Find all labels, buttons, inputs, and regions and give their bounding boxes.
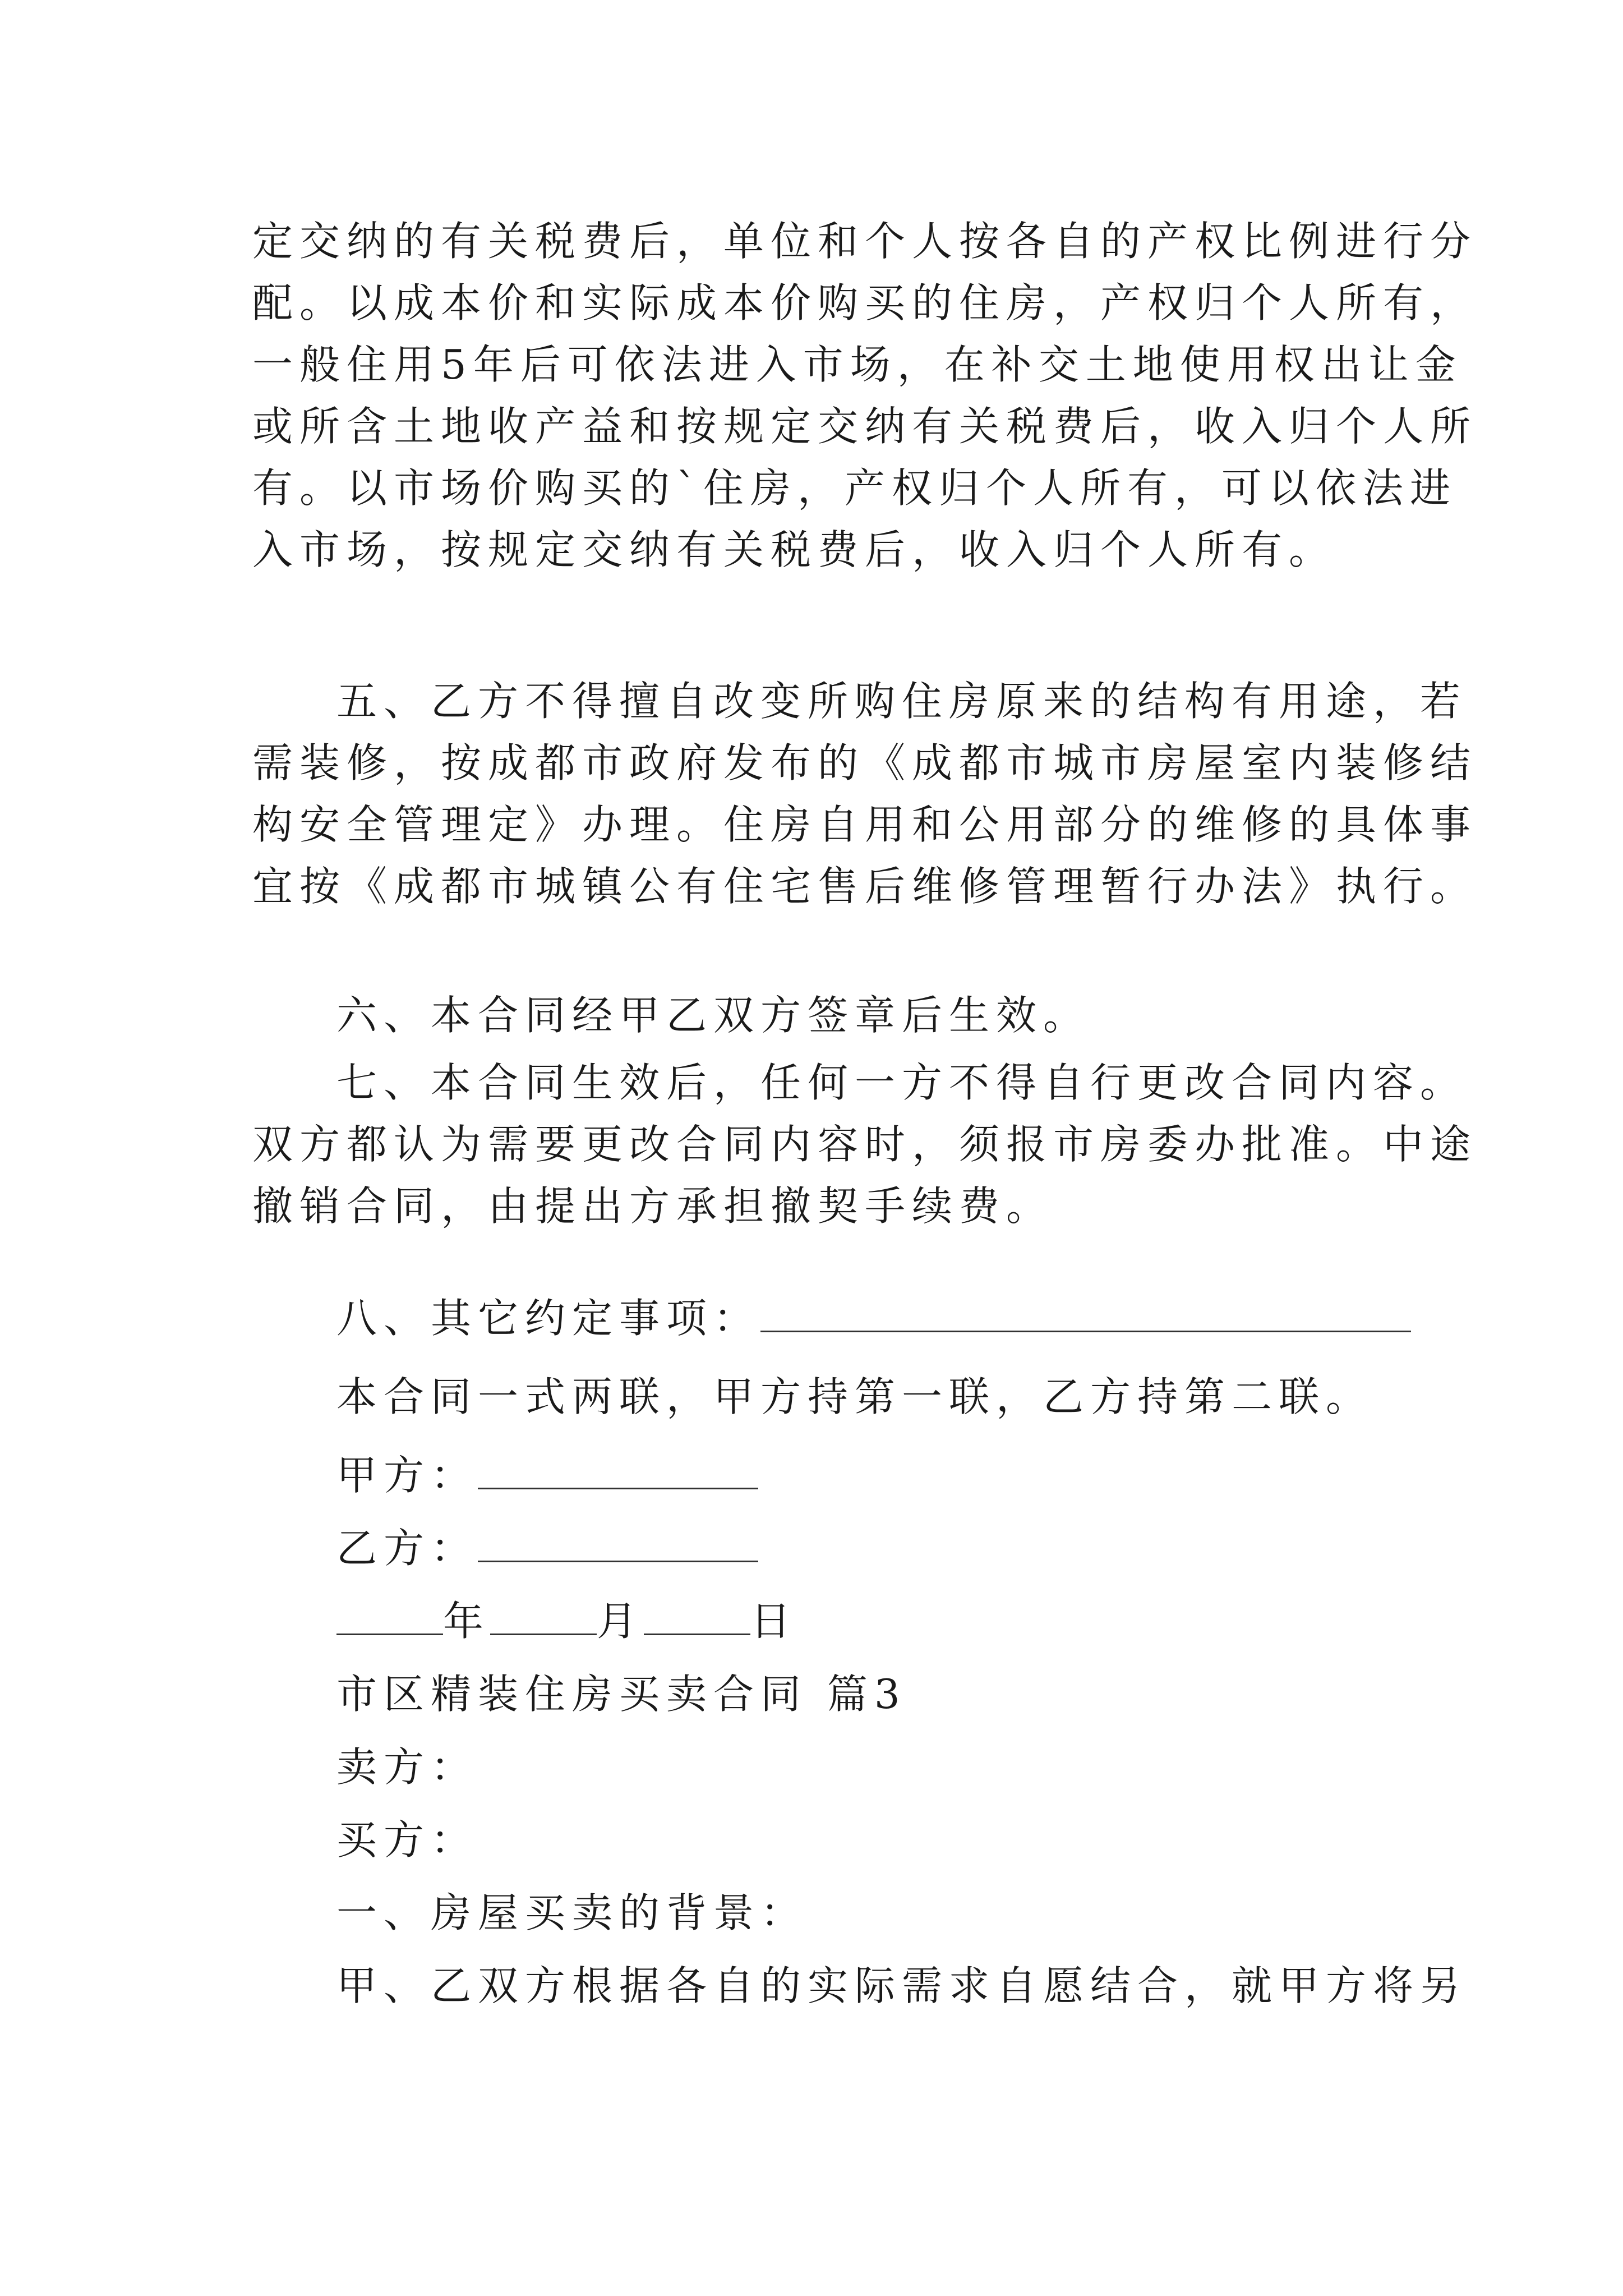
party-b-row bbox=[336, 1520, 758, 1576]
clause-7-line: 撤销合同，由提出方承担撤契手续费。 bbox=[252, 1182, 1054, 1230]
clause-7-line: 双方都认为需要更改合同内容时，须报市房委办批准。中途 bbox=[252, 1121, 1478, 1168]
party-a-row bbox=[336, 1447, 758, 1503]
clause-5-line: 五、乙方不得擅自改变所购住房原来的结构有用途，若 bbox=[336, 678, 1468, 725]
paragraph-line: 入市场，按规定交纳有关税费后，收入归个人所有。 bbox=[252, 526, 1336, 573]
day-blank bbox=[644, 1595, 750, 1635]
clause-6: 六、本合同经甲乙双方签章后生效。 bbox=[336, 992, 1091, 1039]
clause-8-blank bbox=[760, 1292, 1411, 1332]
date-row bbox=[336, 1593, 797, 1649]
month-blank bbox=[490, 1595, 597, 1635]
party-a-label: 甲方： bbox=[336, 1452, 478, 1499]
clause-5-line: 宜按《成都市城镇公有住宅售后维修管理暂行办法》执行。 bbox=[252, 863, 1478, 910]
year-label: 年 bbox=[443, 1598, 491, 1645]
seller-label: 卖方： bbox=[336, 1743, 478, 1791]
paragraph-line: 一般住用5年后可依法进入市场，在补交土地使用权出让金 bbox=[252, 341, 1463, 388]
clause-5-line: 需装修，按成都市政府发布的《成都市城市房屋室内装修结 bbox=[252, 739, 1478, 786]
party-a-blank bbox=[478, 1450, 758, 1489]
paragraph-line: 配。以成本价和实际成本价购买的住房，产权归个人所有， bbox=[252, 279, 1478, 326]
paragraph-line: 定交纳的有关税费后，单位和个人按各自的产权比例进行分 bbox=[252, 218, 1478, 265]
buyer-label: 买方： bbox=[336, 1816, 478, 1864]
month-label: 月 bbox=[597, 1598, 644, 1645]
copies-note: 本合同一式两联，甲方持第一联，乙方持第二联。 bbox=[336, 1373, 1373, 1420]
party-b-label: 乙方： bbox=[336, 1525, 478, 1572]
clause-7-line: 七、本合同生效后，任何一方不得自行更改合同内容。 bbox=[336, 1059, 1468, 1106]
day-label: 日 bbox=[750, 1598, 798, 1645]
contract-3-title: 市区精装住房买卖合同 篇3 bbox=[336, 1671, 907, 1718]
section-1-text: 甲、乙双方根据各自的实际需求自愿结合，就甲方将另 bbox=[336, 1962, 1468, 2009]
paragraph-line: 或所含土地收产益和按规定交纳有关税费后，收入归个人所 bbox=[252, 403, 1478, 450]
party-b-blank bbox=[478, 1522, 758, 1562]
clause-5-line: 构安全管理定》办理。住房自用和公用部分的维修的具体事 bbox=[252, 801, 1478, 848]
section-1-title: 一、房屋买卖的背景： bbox=[336, 1889, 808, 1936]
year-blank bbox=[336, 1595, 443, 1635]
paragraph-line: 有。以市场价购买的`住房，产权归个人所有，可以依法进 bbox=[252, 464, 1458, 512]
clause-8 bbox=[336, 1290, 1411, 1346]
clause-8-label: 八、其它约定事项： bbox=[336, 1295, 761, 1342]
